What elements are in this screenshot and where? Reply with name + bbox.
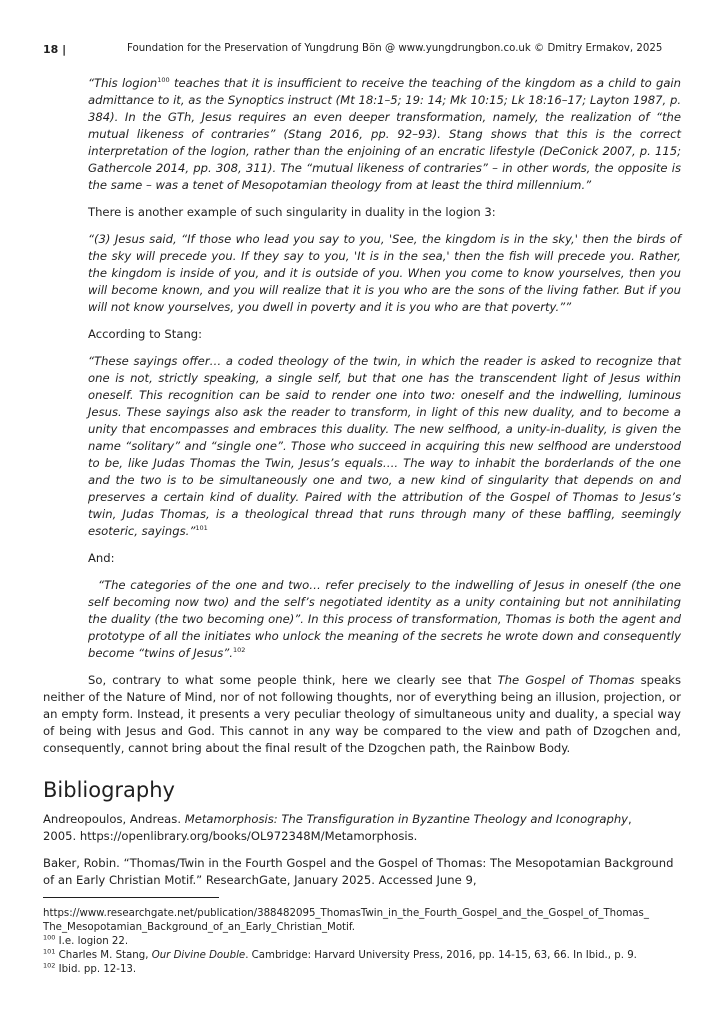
footnotes [43,897,683,977]
footnote-100: $^{100}$ I.e. logion 22. [43,933,129,947]
footnote-ref-100[interactable]: 100 [157,76,170,85]
footnote-ref-101[interactable]: 101 [195,524,208,533]
gospel-title: The Gospel of Thomas [497,673,635,687]
according-to-stang: According to Stang: [88,327,203,341]
running-header [43,43,683,56]
intro-paragraph: There is another example of such singularity in duality in the logion 3: [88,205,496,219]
researchgate-url[interactable]: https://www.researchgate.net/publication/388482095_ThomasTwin_in_the_Fourth_Gospel_and_the_Gospel_of_Thomas_ The_Mesopotamian_Background_of_an_Early_Christian_Motif. [43,908,649,933]
quote-logion-100: “This logion$^{100}$ teaches that it is insufficient to receive the teaching of the kingdom as a child to gain admittance to it, as the Synoptics instruct (Mt 18:1–5; 19: 14; Mk 10:15; Lk 18:16–17; Layton 1987, p. 384). In the GTh, Jesus requires an even deeper transformation, namely, the realization of “the mutual likeness of contraries” (Stang 2016, pp. 92–93). Stang shows that this is the correct interpretation of the logion, rather than the enjoining of an encratic lifestyle (DeConick 2007, p. 115; Gathercole 2014, pp. 308, 311). The “mutual likeness of contraries” – in other words, the opposite is the same – was a tenet of Mesopotamian theology from at least the third millennium.” [88,76,681,192]
conclusion-paragraph: So, contrary to what some people think, here we clearly see that The Gospel of Thomas speaks neither of the Nature of Mind, nor of not following thoughts, nor of everything being an illusion, projection, or an empty form. Instead, it presents a very peculiar theology of simultaneous unity and duality, a special way of being with Jesus and God. This cannot in any way be compared to the view and path of Dzogchen and, consequently, cannot bring about the final result of the Dzogchen path, the Rainbow Body. [43,673,681,755]
bibliography-heading: Bibliography [43,778,175,802]
footnote-divider [43,897,219,898]
footnote-ref-102[interactable]: 102 [232,646,246,655]
page-number: 18 | [43,43,67,56]
running-title: Foundation for the Preservation of Yungdrung Bön @ www.yungdrungbon.co.uk © Dmitry Ermakov, 2025 [127,43,663,54]
footnote-101: $^{101}$ Charles M. Stang, Our Divine Double. Cambridge: Harvard University Press, 2016, pp. 14-15, 63, 66. In Ibid., p. 9. [43,947,637,961]
quote-categories: “The categories of the one and two… refer precisely to the indwelling of Jesus in oneself (the one self becoming now two) and the self’s negotiated identity as a unity containing but not annihilating the duality (the two becoming one)”. In this process of transformation, Thomas is both the agent and prototype of all the initiates who unlock the meaning of the secrets he wrote down and consequently become “twins of Jesus”.$^{102}$ [88,578,681,660]
main-content [43,75,681,899]
quote-logion-3: “(3) Jesus said, “If those who lead you say to you, 'See, the kingdom is in the sky,' then the birds of the sky will precede you. If they say to you, 'It is in the sea,' then the fish will precede you. Rather, the kingdom is inside of you, and it is outside of you. When you come to know yourselves, then you will become known, and you will realize that it is you who are the sons of the living father. But if you will not know yourselves, you dwell in poverty and it is you who are that poverty.”” [88,232,681,314]
and-paragraph: And: [88,551,115,565]
bib-entry-baker: Baker, Robin. “Thomas/Twin in the Fourth Gospel and the Gospel of Thomas: The Mesopotamian Background of an Early Christian Motif.” ResearchGate, January 2025. Accessed June 9, [43,856,674,887]
bib-url-openlibrary[interactable]: 2005. https://openlibrary.org/books/OL972348M/Metamorphosis. [43,829,418,843]
bib-entry-andreopoulos: Andreopoulos, Andreas. Metamorphosis: The Transfiguration in Byzantine Theology and Iconography, 2005. https://openlibrary.org/books/OL972348M/Metamorphosis. [43,812,632,843]
footnote-102: $^{102}$ Ibid. pp. 12-13. [43,961,137,975]
quote-stang: “These sayings offer… a coded theology of the twin, in which the reader is asked to recognize that one is not, strictly speaking, a single self, but that one has the transcendent light of Jesus within oneself. This recognition can be said to render one into two: oneself and the indwelling, luminous Jesus. These sayings also ask the reader to transform, in light of this new duality, and to become a unity that encompasses and embraces this duality. The new selfhood, a unity-in-duality, is given the name “solitary” and “single one”. Those who succeed in acquiring this new selfhood are understood to be, like Judas Thomas the Twin, Jesus’s equals…. The way to inhabit the borderlands of the one and the two is to be simultaneously one and two, a new kind of singularity that depends on and preserves a certain kind of duality. Paired with the attribution of the Gospel of Thomas to Jesus’s twin, Judas Thomas, is a theological thread that runs through many of these baffling, seemingly esoteric, sayings.”$^{101}$ [88,354,681,538]
